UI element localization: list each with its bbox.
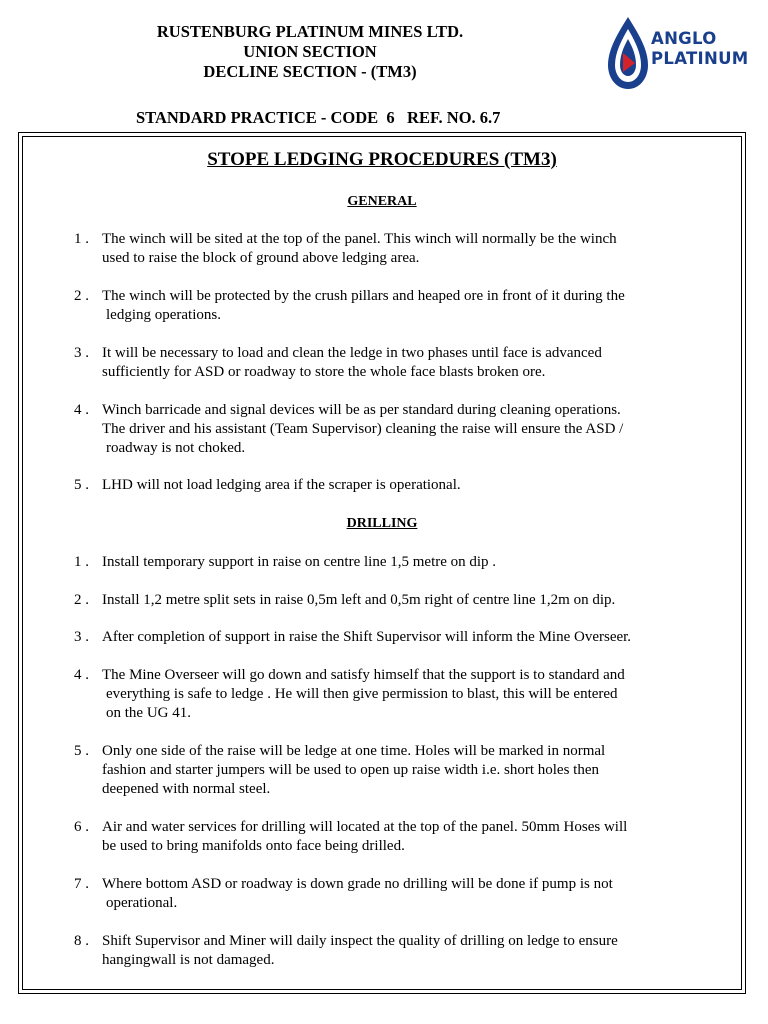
item-line: fashion and starter jumpers will be used to open up raise width i.e. short holes then (102, 762, 599, 778)
item-line: be used to bring manifolds onto face being drilled. (102, 838, 405, 854)
item-line: The driver and his assistant (Team Supervisor) cleaning the raise will ensure the ASD / (102, 421, 624, 437)
company-name: RUSTENBURG PLATINUM MINES LTD. (156, 22, 464, 41)
item-line: ledging operations. (106, 307, 221, 323)
document-title: STOPE LEDGING PROCEDURES (TM3) (207, 149, 557, 170)
item-line: used to raise the block of ground above ledging area. (102, 250, 420, 266)
drilling-item-7 (74, 875, 714, 913)
item-line: roadway is not choked. (106, 440, 246, 456)
general-item-4 (74, 401, 714, 458)
item-line: LHD will not load ledging area if the scraper is operational. (102, 477, 461, 493)
item-number: 5 . (74, 477, 89, 493)
general-heading: GENERAL (347, 194, 417, 209)
item-line: It will be necessary to load and clean the ledge in two phases until face is advanced (102, 345, 602, 361)
item-line: Winch barricade and signal devices will be as per standard during cleaning operations. (102, 402, 621, 418)
drilling-item-1 (74, 553, 714, 572)
item-line: Shift Supervisor and Miner will daily inspect the quality of drilling on ledge to ensure (102, 933, 618, 949)
drilling-heading: DRILLING (346, 516, 418, 531)
item-line: Air and water services for drilling will located at the top of the panel. 50mm Hoses will (102, 819, 628, 835)
document-header (100, 22, 520, 82)
anglo-platinum-logo (606, 15, 749, 91)
item-line: Where bottom ASD or roadway is down grade no drilling will be done if pump is not (102, 876, 613, 892)
drilling-item-3 (74, 628, 714, 647)
item-line: The Mine Overseer will go down and satisfy himself that the support is to standard and (102, 667, 625, 683)
item-number: 5 . (74, 743, 89, 759)
item-number: 4 . (74, 402, 89, 418)
anglo-platinum-emblem-icon (606, 15, 650, 91)
standard-practice-line: STANDARD PRACTICE - CODE 6 REF. NO. 6.7 (136, 108, 501, 127)
item-number: 2 . (74, 288, 89, 304)
item-line: everything is safe to ledge . He will then give permission to blast, this will be entered (106, 686, 618, 702)
item-number: 3 . (74, 629, 89, 645)
item-number: 4 . (74, 667, 89, 683)
item-line: sufficiently for ASD or roadway to store the whole face blasts broken ore. (102, 364, 546, 380)
decline-section: DECLINE SECTION - (TM3) (203, 62, 417, 81)
item-line: on the UG 41. (106, 705, 191, 721)
drilling-item-5 (74, 742, 714, 799)
logo-line-platinum: PLATINUM (651, 49, 749, 68)
item-line: hangingwall is not damaged. (102, 952, 275, 968)
general-item-1 (74, 230, 714, 268)
item-line: The winch will be protected by the crush pillars and heaped ore in front of it during the (102, 288, 625, 304)
item-line: The winch will be sited at the top of the panel. This winch will normally be the winch (102, 231, 617, 247)
drilling-item-4 (74, 666, 714, 723)
logo-line-anglo: ANGLO (651, 29, 717, 48)
item-line: deepened with normal steel. (102, 781, 271, 797)
item-line: After completion of support in raise the Shift Supervisor will inform the Mine Overseer. (102, 629, 632, 645)
item-line: Install 1,2 metre split sets in raise 0,5m left and 0,5m right of centre line 1,2m on dip. (102, 592, 616, 608)
item-line: operational. (106, 895, 178, 911)
item-number: 1 . (74, 231, 89, 247)
item-line: Only one side of the raise will be ledge at one time. Holes will be marked in normal (102, 743, 606, 759)
item-number: 1 . (74, 554, 89, 570)
item-line: Install temporary support in raise on centre line 1,5 metre on dip . (102, 554, 497, 570)
drilling-item-8 (74, 932, 714, 970)
item-number: 7 . (74, 876, 89, 892)
item-number: 3 . (74, 345, 89, 361)
general-item-5 (74, 476, 714, 495)
item-number: 6 . (74, 819, 89, 835)
union-section: UNION SECTION (243, 42, 377, 61)
general-item-3 (74, 344, 714, 382)
item-number: 2 . (74, 592, 89, 608)
item-number: 8 . (74, 933, 89, 949)
general-item-2 (74, 287, 714, 325)
drilling-item-6 (74, 818, 714, 856)
drilling-item-2 (74, 591, 714, 610)
